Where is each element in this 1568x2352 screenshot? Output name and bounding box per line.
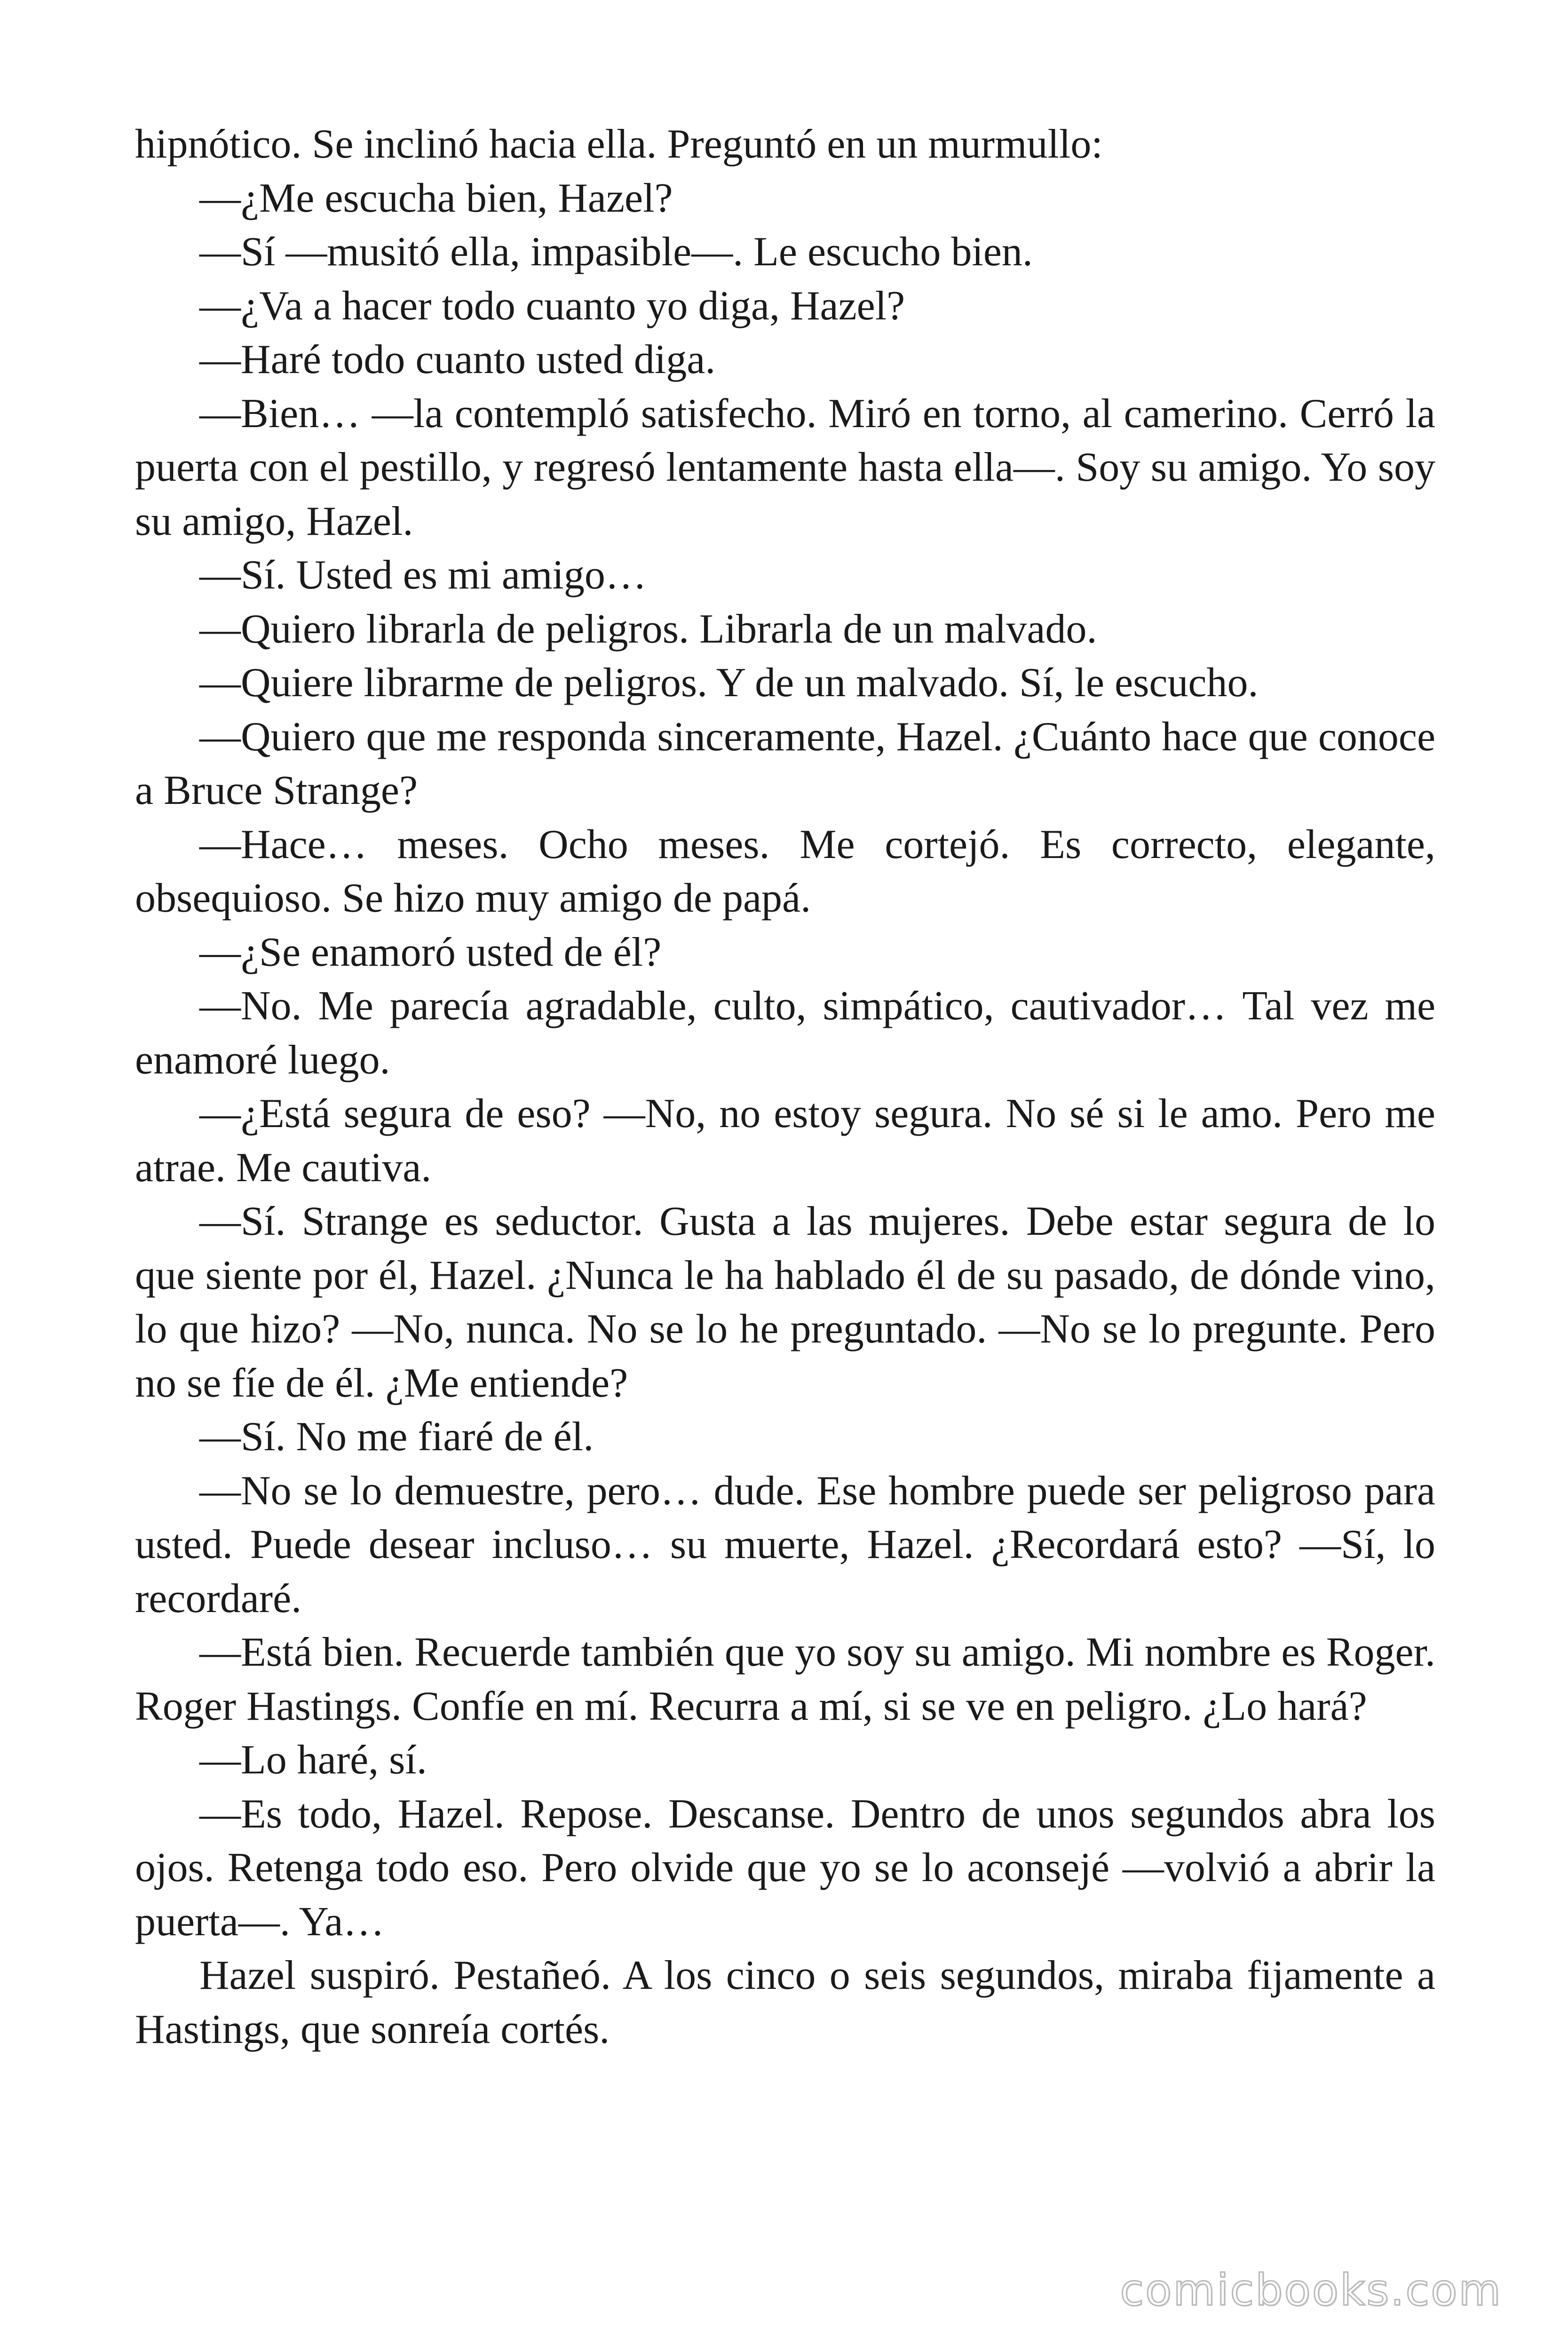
paragraph: —Sí. Strange es seductor. Gusta a las mujeres. Debe estar segura de lo que siente por él, Hazel. ¿Nunca le ha hablado él de su pasado, de dónde vino, lo que hizo? —No, nunca. No se lo he preguntado. —No se lo pregunte. Pero no se fíe de él. ¿Me entiende? xyxy=(135,1199,1435,1406)
paragraph: —Sí. No me fiaré de él. xyxy=(199,1414,594,1460)
paragraph: —Haré todo cuanto usted diga. xyxy=(199,337,716,382)
paragraph: —¿Se enamoró usted de él? xyxy=(199,929,662,975)
paragraph: —Lo haré, sí. xyxy=(199,1737,427,1783)
paragraph: —Quiero librarla de peligros. Librarla de un malvado. xyxy=(199,606,1097,652)
paragraph: Hazel suspiró. Pestañeó. A los cinco o seis segundos, miraba fijamente a Hastings, que sonreía cortés. xyxy=(135,1953,1435,2052)
paragraph: hipnótico. Se inclinó hacia ella. Preguntó en un murmullo: xyxy=(135,121,1103,167)
paragraph: —Sí —musitó ella, impasible—. Le escucho bien. xyxy=(199,229,1033,275)
paragraph: —¿Va a hacer todo cuanto yo diga, Hazel? xyxy=(199,283,905,329)
paragraph: —No se lo demuestre, pero… dude. Ese hombre puede ser peligroso para usted. Puede desear incluso… su muerte, Hazel. ¿Recordará esto? —Sí, lo recordaré. xyxy=(135,1468,1435,1621)
paragraph: —¿Está segura de eso? —No, no estoy segura. No sé si le amo. Pero me atrae. Me cautiva. xyxy=(135,1091,1435,1191)
paragraph: —Hace… meses. Ocho meses. Me cortejó. Es correcto, elegante, obsequioso. Se hizo muy amigo de papá. xyxy=(135,821,1435,921)
paragraph: —¿Me escucha bien, Hazel? xyxy=(199,175,673,221)
paragraph: —Es todo, Hazel. Repose. Descanse. Dentro de unos segundos abra los ojos. Retenga todo eso. Pero olvide que yo se lo aconsejé —volvió a abrir la puerta—. Ya… xyxy=(135,1791,1435,1945)
paragraph: —Está bien. Recuerde también que yo soy su amigo. Mi nombre es Roger. Roger Hastings. Confíe en mí. Recurra a mí, si se ve en peligro. ¿Lo hará? xyxy=(135,1629,1435,1729)
paragraph: —No. Me parecía agradable, culto, simpático, cautivador… Tal vez me enamoré luego. xyxy=(135,983,1435,1083)
paragraph: —Quiere librarme de peligros. Y de un malvado. Sí, le escucho. xyxy=(199,660,1259,706)
paragraph: —Bien… —la contempló satisfecho. Miró en torno, al camerino. Cerró la puerta con el pestillo, y regresó lentamente hasta ella—. Soy su amigo. Yo soy su amigo, Hazel. xyxy=(135,390,1435,544)
body-text xyxy=(135,118,1435,2057)
paragraph: —Quiero que me responda sinceramente, Hazel. ¿Cuánto hace que conoce a Bruce Strange? xyxy=(135,714,1435,813)
watermark: comicbooks.com xyxy=(1120,2265,1502,2315)
paragraph: —Sí. Usted es mi amigo… xyxy=(199,552,647,598)
